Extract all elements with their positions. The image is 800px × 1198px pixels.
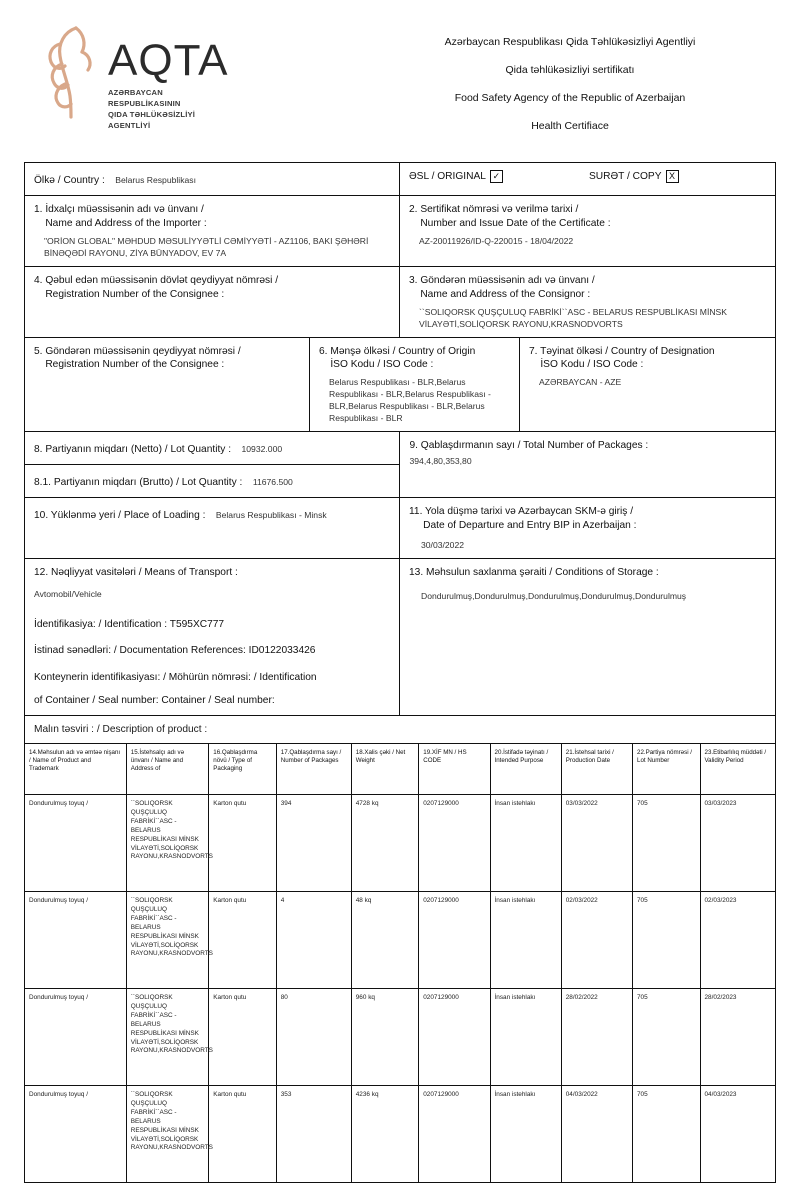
field-8-netto [25,432,399,465]
field-8-1-value: 11676.500 [252,477,293,488]
cell-packages-count: 353 [276,1085,351,1182]
field-3-value: ``SOLIQORSK QUŞÇULUQ FABRİKİ``ASC - BELARUS RESPUBLİKASI MİNSK VİLAYƏTİ,SOLİQORSK RAYONU,KRASNODVORTS [419,306,728,329]
field-12-label: 12. Nəqliyyat vasitələri / Means of Transport : [34,566,238,578]
cell-validity-period: 02/03/2023 [700,891,775,988]
field-2-certificate [400,196,775,266]
original-label: ƏSL / ORIGINAL [409,171,486,182]
logo-wordmark: AQTA [108,36,229,85]
field-8-group [25,432,400,497]
original-checkbox[interactable]: ✓ [490,170,503,183]
field-original-copy [400,163,775,195]
field-6-value: Belarus Respublikası - BLR,Belarus Respublikası - BLR,Belarus Respublikası - BLR,Belarus Respublikası - BLR,Belarus Respublikası - BLR [329,377,491,424]
field-1-importer [25,196,400,266]
table-header-row [25,744,775,795]
cell-product-name: Dondurulmuş toyuq / [25,988,126,1085]
cell-packaging-type: Karton qutu [209,794,277,891]
cell-intended-purpose: İnsan istehlakı [490,988,561,1085]
field-country [25,163,400,195]
table-row [25,1085,775,1182]
field-7-label: 7. Təyinat ölkəsi / Country of Designation İSO Kodu / ISO Code : [529,345,715,371]
field-2-label: 2. Sertifikat nömrəsi və verilmə tarixi / Number and Issue Date of the Certificate : [409,204,611,229]
cell-packages-count: 80 [276,988,351,1085]
field-12-identification: İdentifikasiya: / Identification : T595XC777 [34,618,225,630]
field-2-value: AZ-20011926/ID-Q-220015 - 18/04/2022 [419,235,574,246]
field-8-1-brutto [25,465,399,497]
cell-intended-purpose: İnsan istehlakı [490,1085,561,1182]
logo-subtitle: AZƏRBAYCAN RESPUBLİKASININ QIDA TƏHLÜKƏSİZLİYİ AGENTLİYİ [108,87,196,130]
cell-lot-number: 705 [633,794,701,891]
field-10-value: Belarus Respublikası - Minsk [215,510,327,521]
copy-label: SURƏT / COPY [588,171,662,182]
field-9-packages [400,432,775,497]
col-production-date: 21.İstehsal tarixi / Production Date [561,744,632,795]
cell-production-date: 02/03/2022 [561,891,632,988]
aqta-wheat-icon [46,22,102,120]
table-row [25,794,775,891]
col-validity-period: 23.Etibarlılıq müddəti / Validity Period [704,748,767,765]
field-4-registration [25,267,400,337]
field-13-label: 13. Məhsulun saxlanma şəraiti / Conditions of Storage : [409,566,659,578]
cell-intended-purpose: İnsan istehlakı [490,891,561,988]
cell-packages-count: 4 [276,891,351,988]
row-consignee-consignor [25,267,775,338]
table-row [25,891,775,988]
logo-block [24,22,364,131]
field-7-designation [520,338,775,432]
field-1-value: "ORİON GLOBAL" MƏHDUD MƏSULİYYƏTLİ CƏMİYYƏTİ - AZ1106, BAKI ŞƏHƏRİ BİNƏQƏDİ RAYONU, ZİYA BÜNYADOV, EV 7A [44,235,369,258]
title-az-sub: Qida təhlükəsizliyi sertifikatı [505,64,635,76]
col-manufacturer: 15.İstehsalçı adı və ünvanı / Name and Address of [126,744,209,795]
col-intended-purpose: 20.İstifadə təyinatı / Intended Purpose [490,744,561,795]
field-5-registration [25,338,310,432]
field-10-label: 10. Yüklənmə yeri / Place of Loading : [34,510,206,522]
col-net-weight: 18.Xalis çəki / Net Weight [351,744,419,795]
cell-hs-code: 0207129000 [419,1085,490,1182]
title-az: Azərbaycan Respublikası Qida Təhlükəsizliyi Agentliyi [444,36,696,48]
field-13-storage [400,559,775,715]
cell-packaging-type: Karton qutu [209,891,277,988]
cell-lot-number: 705 [633,1085,701,1182]
products-table [25,744,775,1182]
field-9-label: 9. Qablaşdırmanın sayı / Total Number of Packages : [409,440,649,452]
col-lot-number: 22.Partiya nömrəsi / Lot Number [633,744,701,795]
description-title-row [25,716,775,744]
cell-product-name: Dondurulmuş toyuq / [25,891,126,988]
field-9-value: 394,4,80,353,80 [409,456,472,467]
row-importer-certnumber [25,196,775,267]
copy-checkbox[interactable]: X [666,170,679,183]
field-7-value: AZƏRBAYCAN - AZE [539,377,622,388]
cell-validity-period: 04/03/2023 [700,1085,775,1182]
description-title: Malın təsviri : / Description of product : [34,723,208,735]
cell-net-weight: 4728 kq [351,794,419,891]
cell-net-weight: 4236 kq [351,1085,419,1182]
field-5-label: 5. Göndərən müəssisənin qeydiyyat nömrəsi / Registration Number of the Consignee : [34,345,241,371]
field-12-container-line2: of Container / Seal number: Container / Seal number: [34,694,275,706]
cell-manufacturer: ``SOLIQORSK QUŞÇULUQ FABRİKİ``ASC - BELARUS RESPUBLİKASI MİNSK VİLAYƏTİ,SOLİQORSK RAYONU,KRASNODVORTS [126,794,209,891]
col-product-name: 14.Məhsulun adı və əmtəə nişanı / Name of Product and Trademark [25,744,126,795]
field-6-label: 6. Mənşə ölkəsi / Country of Origin İSO Kodu / ISO Code : [319,345,476,371]
field-11-value: 30/03/2022 [421,539,465,550]
cell-hs-code: 0207129000 [419,988,490,1085]
cell-manufacturer: ``SOLIQORSK QUŞÇULUQ FABRİKİ``ASC - BELARUS RESPUBLİKASI MİNSK VİLAYƏTİ,SOLİQORSK RAYONU,KRASNODVORTS [126,1085,209,1182]
field-11-label: 11. Yola düşmə tarixi və Azərbaycan SKM-ə giriş / Date of Departure and Entry BIP in Azerbaijan : [409,506,637,532]
cell-lot-number: 705 [633,988,701,1085]
cell-production-date: 03/03/2022 [561,794,632,891]
cell-manufacturer: ``SOLIQORSK QUŞÇULUQ FABRİKİ``ASC - BELARUS RESPUBLİKASI MİNSK VİLAYƏTİ,SOLİQORSK RAYONU,KRASNODVORTS [126,891,209,988]
cell-production-date: 04/03/2022 [561,1085,632,1182]
row-loading-departure [25,498,775,559]
cell-packages-count: 394 [276,794,351,891]
cell-production-date: 28/02/2022 [561,988,632,1085]
row-origin-designation [25,338,775,433]
field-3-consignor [400,267,775,337]
cell-intended-purpose: İnsan istehlakı [490,794,561,891]
title-en: Food Safety Agency of the Republic of Azerbaijan [454,92,686,104]
row-country [25,163,775,196]
logo-text-block [108,22,229,131]
field-4-label: 4. Qəbul edən müəssisənin dövlət qeydiyyat nömrəsi / Registration Number of the Consignee : [34,275,279,300]
col-packaging-type: 16.Qablaşdırma növü / Type of Packaging [209,744,277,795]
cell-validity-period: 28/02/2023 [700,988,775,1085]
field-12-value: Avtomobil/Vehicle [34,588,102,599]
field-10-loading [25,498,400,558]
table-row [25,988,775,1085]
cell-hs-code: 0207129000 [419,891,490,988]
row-lot-packages [25,432,775,498]
header-titles [364,22,776,148]
field-1-label: 1. İdxalçı müəssisənin adı və ünvanı / Name and Address of the Importer : [34,204,207,229]
cell-product-name: Dondurulmuş toyuq / [25,1085,126,1182]
document-header [24,0,776,162]
cell-hs-code: 0207129000 [419,794,490,891]
cell-product-name: Dondurulmuş toyuq / [25,794,126,891]
cell-packaging-type: Karton qutu [209,988,277,1085]
cell-packaging-type: Karton qutu [209,1085,277,1182]
field-11-departure [400,498,775,558]
country-value: Belarus Respublikası [115,175,196,185]
field-3-label: 3. Göndərən müəssisənin adı və ünvanı / Name and Address of the Consignor : [409,275,595,300]
field-12-container-line1: Konteynerin identifikasiyası: / Möhürün nömrəsi: / Identification [34,672,317,684]
field-8-1-label: 8.1. Partiyanın miqdarı (Brutto) / Lot Quantity : [34,477,243,489]
field-13-value: Dondurulmuş,Dondurulmuş,Dondurulmuş,Dondurulmuş,Dondurulmuş [421,590,687,601]
field-8-value: 10932.000 [241,444,283,455]
col-packages-count: 17.Qablaşdırma sayı / Number of Packages [276,744,351,795]
field-12-transport [25,559,400,715]
cell-lot-number: 705 [633,891,701,988]
field-6-origin [310,338,520,432]
cell-net-weight: 960 kq [351,988,419,1085]
field-8-label: 8. Partiyanın miqdarı (Netto) / Lot Quantity : [34,444,232,456]
title-en-sub: Health Certifiace [531,120,609,132]
certificate-frame [24,162,776,1183]
field-12-documents: İstinad sənədləri: / Documentation References: ID0122033426 [34,645,316,657]
col-hs-code: 19.XİF MN / HS CODE [419,744,490,795]
cell-validity-period: 03/03/2023 [700,794,775,891]
cell-net-weight: 48 kq [351,891,419,988]
country-label: Ölkə / Country : [34,175,105,186]
row-transport-storage [25,559,775,716]
cell-manufacturer: ``SOLIQORSK QUŞÇULUQ FABRİKİ``ASC - BELARUS RESPUBLİKASI MİNSK VİLAYƏTİ,SOLİQORSK RAYONU,KRASNODVORTS [126,988,209,1085]
